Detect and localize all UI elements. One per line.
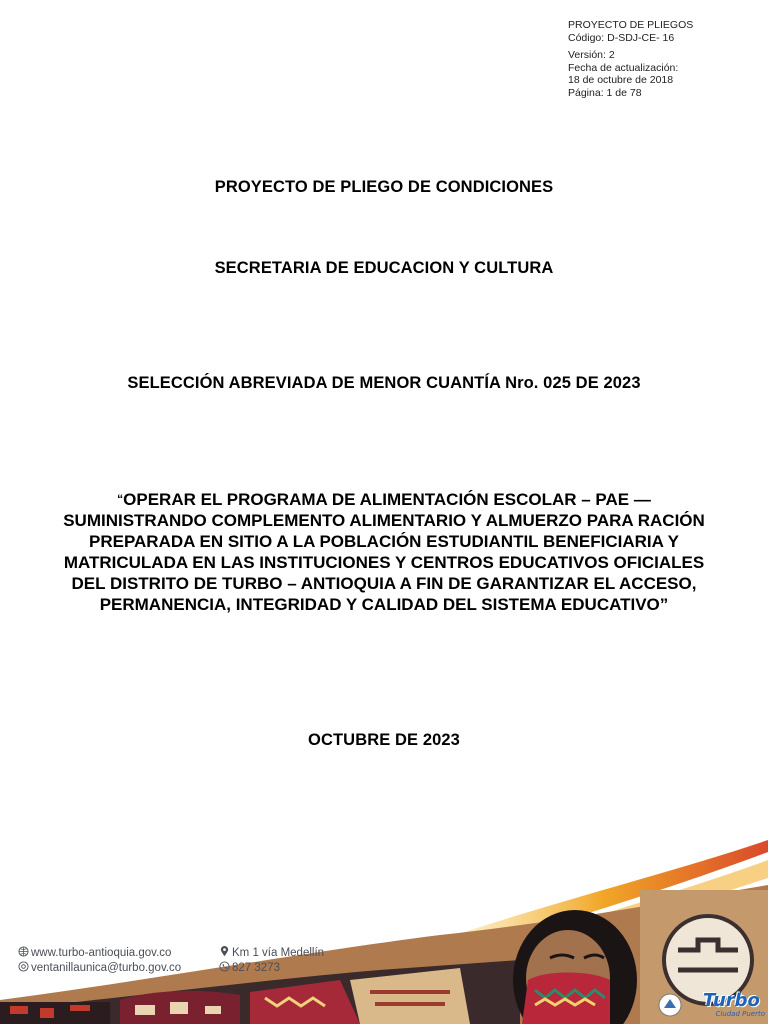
footer-address [219, 946, 324, 959]
secretaria-title: SECRETARIA DE EDUCACION Y CULTURA [214, 259, 554, 277]
website-link[interactable]: www.turbo-antioquia.gov.co [31, 947, 172, 959]
selection-title: SELECCIÓN ABREVIADA DE MENOR CUANTÍA Nro. 025 DE 2023 [127, 374, 641, 392]
turbo-logo-text: Turbo [703, 990, 760, 1011]
footer-phone[interactable] [219, 961, 280, 974]
email-link[interactable]: ventanillaunica@turbo.gov.co [31, 962, 182, 974]
page-footer [0, 830, 768, 1024]
header-line-page: Página: 1 de 78 [568, 86, 642, 99]
at-sign-icon [18, 961, 29, 972]
header-line-update-label: Fecha de actualización: [568, 61, 679, 74]
header-line-update-date: 18 de octubre de 2018 [568, 74, 674, 86]
turbo-logo-subtext: Ciudad Puerto [715, 1010, 765, 1018]
footer-banner-art [0, 830, 768, 1024]
footer-email[interactable] [18, 961, 181, 974]
address-text: Km 1 vía Medellín [232, 947, 325, 959]
header-line-version: Versión: 2 [568, 49, 615, 61]
phone-icon [219, 961, 230, 972]
quote-open: “ [117, 492, 124, 506]
document-title: PROYECTO DE PLIEGO DE CONDICIONES [214, 178, 554, 196]
footer-website[interactable] [18, 946, 171, 959]
turbo-logo [703, 992, 765, 1020]
contract-object-text: OPERAR EL PROGRAMA DE ALIMENTACIÓN ESCOLAR – PAE —SUMINISTRANDO COMPLEMENTO ALIMENTARIO Y ALMUERZO PARA RACIÓN PREPARADA EN SITIO A LA POBLACIÓN ESTUDIANTIL BENEFICIARIA Y MATRICULADA EN LAS INSTITUCIONES Y CENTROS EDUCATIVOS OFICIALES DEL DISTRITO DE TURBO – ANTIOQUIA A FIN DE GARANTIZAR EL ACCESO, PERMANENCIA, INTEGRIDAD Y CALIDAD DEL SISTEMA EDUCATIVO” [63, 490, 705, 614]
location-pin-icon [219, 946, 230, 957]
document-date: OCTUBRE DE 2023 [308, 731, 460, 749]
phone-text[interactable]: 827 3273 [232, 962, 280, 974]
globe-icon [18, 946, 29, 957]
header-line-project: PROYECTO DE PLIEGOS [568, 19, 694, 31]
header-line-code: Código: D-SDJ-CE- 16 [568, 31, 675, 44]
contract-object [50, 489, 718, 615]
document-control-header [568, 19, 693, 99]
